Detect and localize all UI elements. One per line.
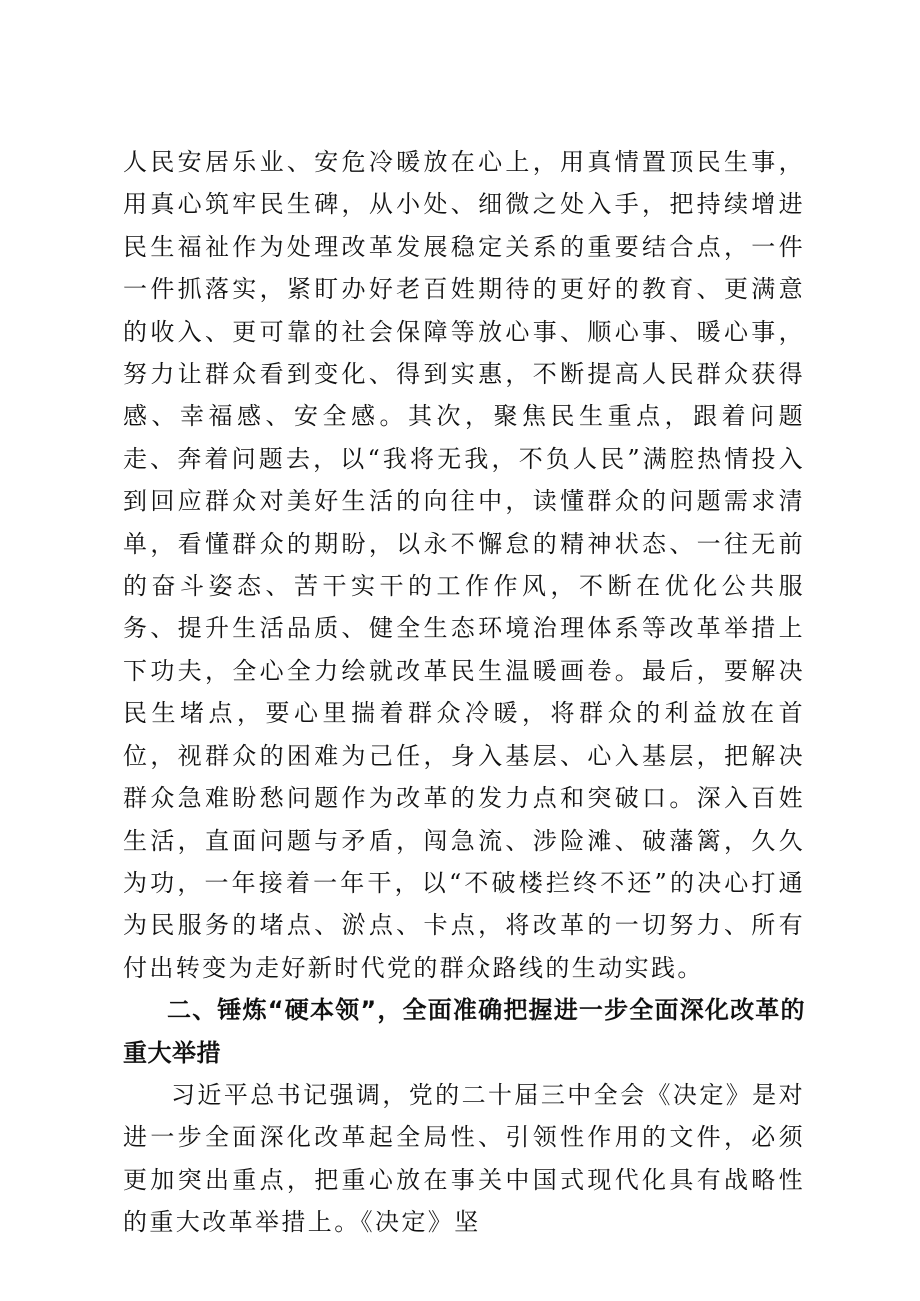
- section-heading: 二、锤炼“硬本领”，全面准确把握进一步全面深化改革的重大举措: [123, 996, 805, 1067]
- body-paragraph: 人民安居乐业、安危冷暖放在心上，用真情置顶民生事，用真心筑牢民生碑，从小处、细微之处入手，把持续增进民生福祉作为处理改革发展稳定关系的重要结合点，一件一件抓落实，紧盯办好老百姓期待的更好的教育、更满意的收入、更可靠的社会保障等放心事、顺心事、暖心事，努力让群众看到变化、得到实惠，不断提高人民群众获得感、幸福感、安全感。其次，聚焦民生重点，跟着问题走、奔着问题去，以“我将无我，不负人民”满腔热情投入到回应群众对美好生活的向往中，读懂群众的问题需求清单，看懂群众的期盼，以永不懈怠的精神状态、一往无前的奋斗姿态、苦干实干的工作作风，不断在优化公共服务、提升生活品质、健全生态环境治理体系等改革举措上下功夫，全心全力绘就改革民生温暖画卷。最后，要解决民生堵点，要心里揣着群众冷暖，将群众的利益放在首位，视群众的困难为己任，身入基层、心入基层，把解决群众急难盼愁问题作为改革的发力点和突破口。深入百姓生活，直面问题与矛盾，闯急流、涉险滩、破藩篱，久久为功，一年接着一年干，以“不破楼拦终不还”的决心打通为民服务的堵点、淤点、卡点，将改革的一切努力、所有付出转变为走好新时代党的群众路线的生动实践。: [123, 148, 805, 982]
- body-paragraph: 习近平总书记强调，党的二十届三中全会《决定》是对进一步全面深化改革起全局性、引领性作用的文件，必须更加突出重点，把重心放在事关中国式现代化具有战略性的重大改革举措上。《决定》坚: [123, 1080, 805, 1237]
- document-body: [123, 141, 805, 1244]
